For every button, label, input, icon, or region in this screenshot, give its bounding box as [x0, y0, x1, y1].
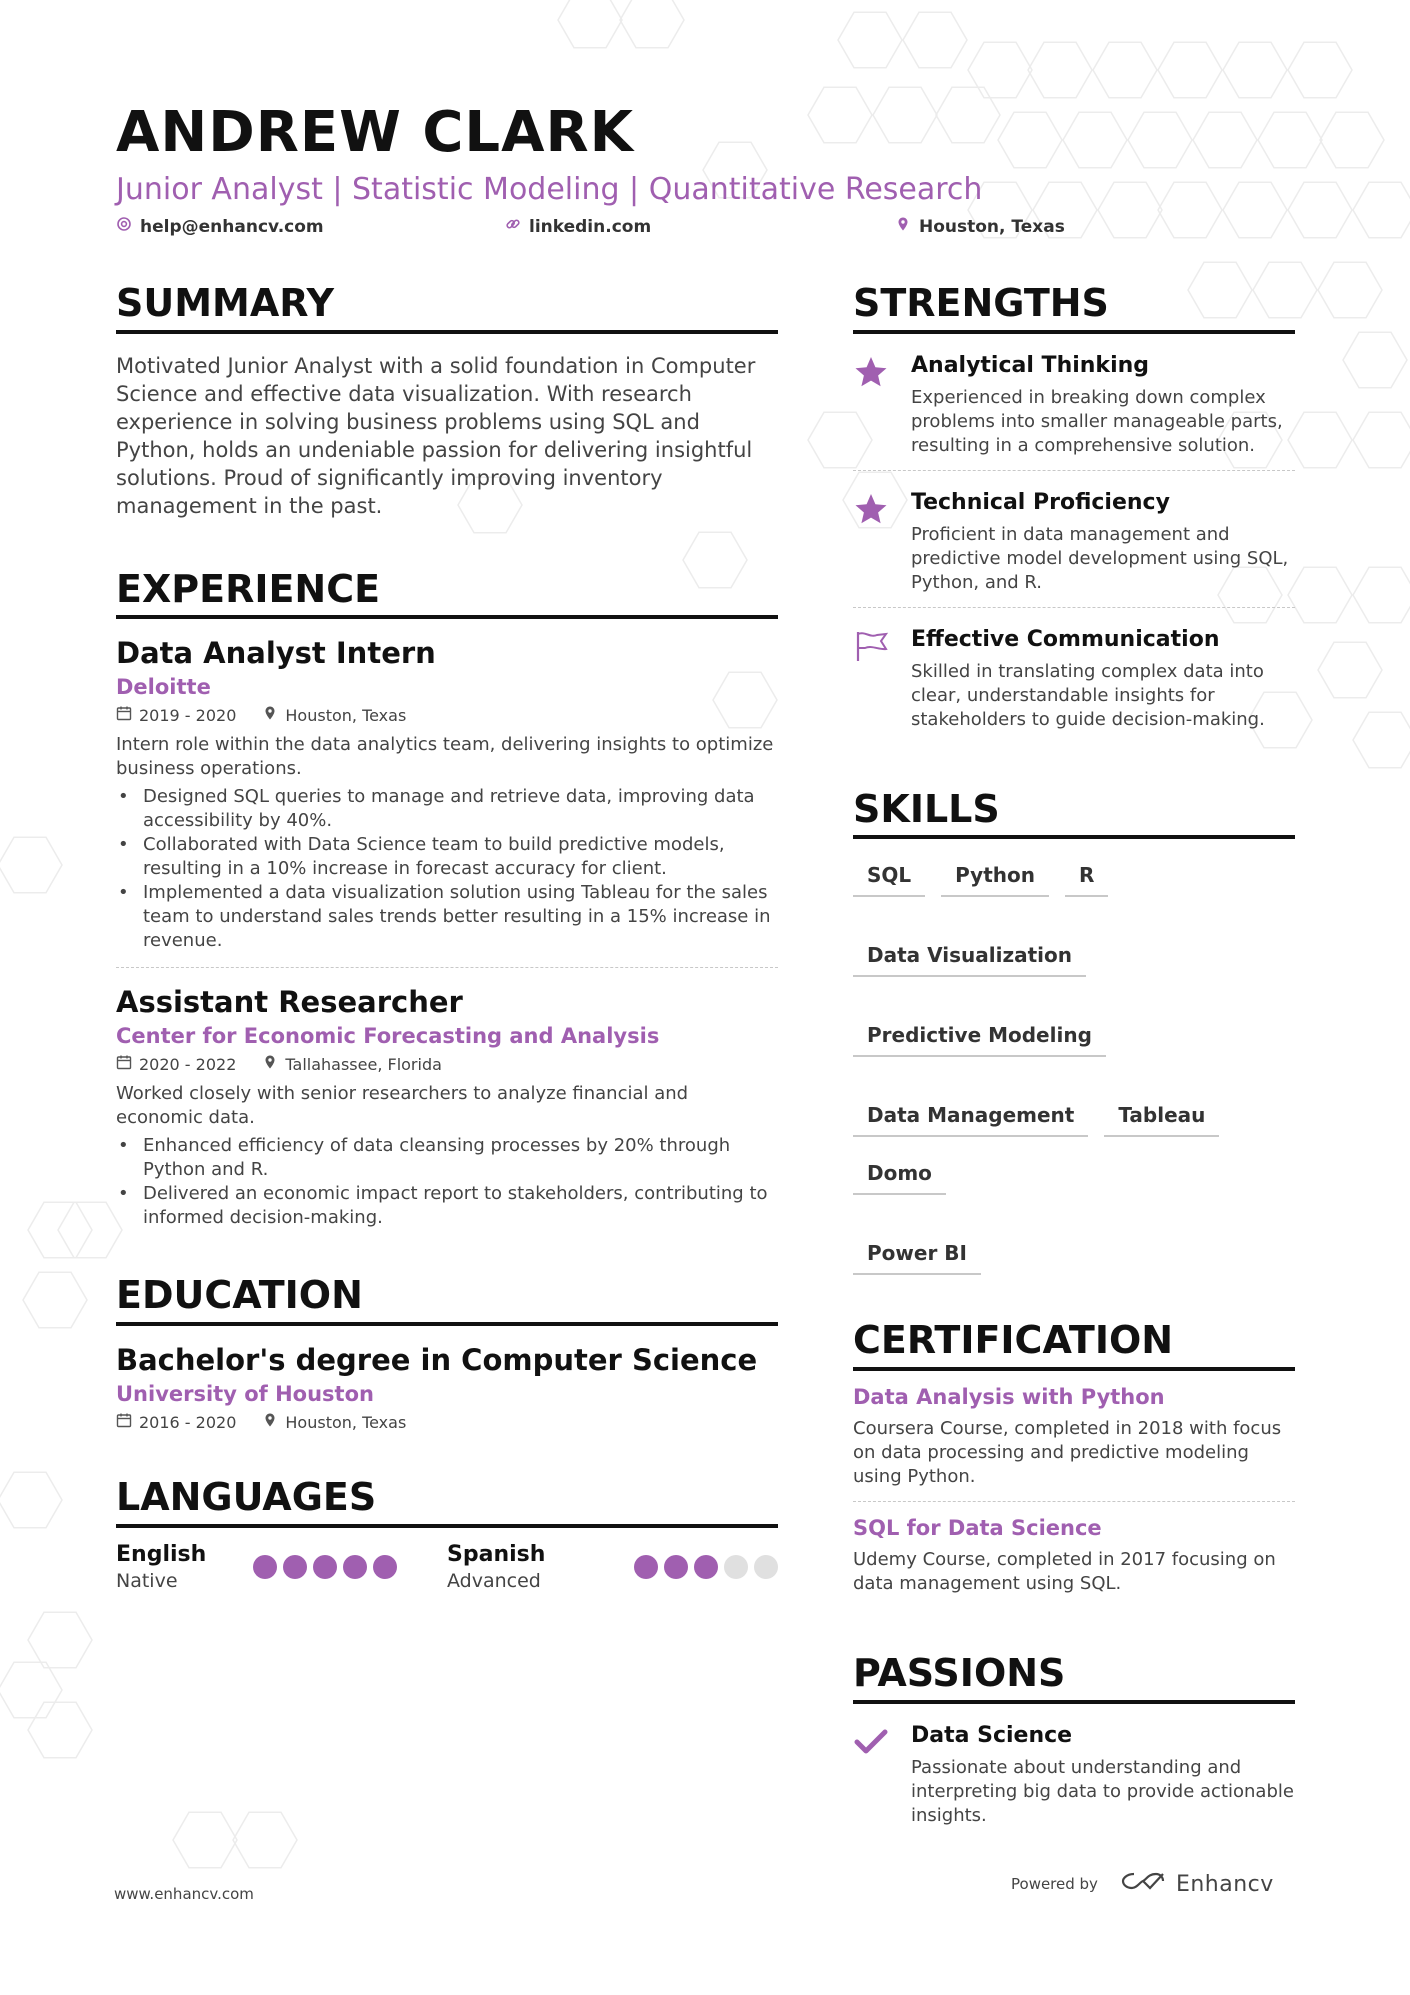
rating-dot-filled [373, 1555, 397, 1579]
skill-tag: Data Management [853, 1101, 1088, 1137]
strength-description: Proficient in data management and predictive model development using SQL, Python, and R. [911, 523, 1289, 593]
calendar-icon [116, 705, 132, 725]
bullet-item: • Collaborated with Data Science team to build predictive models, resulting in a 10% increase in forecast accuracy for client. [116, 833, 778, 881]
divider [116, 967, 778, 968]
skill-tag: SQL [853, 861, 925, 897]
strength-title: Effective Communication [911, 626, 1220, 652]
brand [1120, 1870, 1274, 1898]
strength-title: Technical Proficiency [911, 489, 1170, 515]
skill-tag: Data Visualization [853, 941, 1086, 977]
link-text: linkedin.com [529, 216, 652, 237]
job-location: Tallahassee, Florida [285, 1054, 442, 1074]
summary-text: Motivated Junior Analyst with a solid foundation in Computer Science and effective data visualization. With research experience in solving business problems using SQL and Python, holds an undeniable passion for delivering insightful solutions. Proud of significantly improving inventory management in the past. [116, 353, 756, 518]
job-dates: 2020 - 2022 [139, 1054, 237, 1074]
job-location: Houston, Texas [285, 705, 407, 725]
strength-item [853, 607, 1295, 744]
passions-heading: PASSIONS [853, 1652, 1295, 1704]
location-pin-icon [262, 1054, 278, 1074]
job-title: Data Analyst Intern [116, 636, 436, 671]
brand-name: Enhancv [1175, 1871, 1274, 1897]
language-item [116, 1542, 447, 1594]
job-title: Assistant Researcher [116, 985, 463, 1020]
rating-dot-filled [694, 1555, 718, 1579]
certification-description: Coursera Course, completed in 2018 with focus on data processing and predictive modeling using Python. [853, 1418, 1282, 1488]
skill-tag: Python [941, 861, 1049, 897]
footer-branding[interactable] [1011, 1870, 1274, 1898]
right-column [853, 282, 1295, 1840]
strength-item [853, 470, 1295, 607]
location-pin-icon [262, 1412, 278, 1432]
star-icon [853, 352, 889, 458]
rating-dot-empty [754, 1555, 778, 1579]
job-bullets [116, 1134, 778, 1230]
contact-location [895, 216, 1065, 237]
powered-by-label: Powered by [1011, 1875, 1098, 1893]
degree-title: Bachelor's degree in Computer Science [116, 1343, 758, 1378]
bullet-item: • Enhanced efficiency of data cleansing processes by 20% through Python and R. [116, 1134, 778, 1182]
rating-dot-filled [664, 1555, 688, 1579]
skill-tag: Predictive Modeling [853, 1021, 1106, 1057]
candidate-name: ANDREW CLARK [116, 100, 634, 165]
bullet-item: • Delivered an economic impact report to stakeholders, contributing to informed decision-making. [116, 1182, 778, 1230]
passion-description: Passionate about understanding and interpreting big data to provide actionable insights. [911, 1756, 1294, 1826]
language-level: Native [116, 1569, 178, 1592]
strength-description: Experienced in breaking down complex problems into smaller manageable parts, resulting in a comprehensive solution. [911, 386, 1283, 456]
rating-dot-filled [253, 1555, 277, 1579]
strength-item [853, 334, 1295, 470]
footer-website[interactable]: www.enhancv.com [114, 1885, 254, 1903]
location-pin-icon [262, 705, 278, 725]
certification-item [853, 1371, 1295, 1501]
calendar-icon [116, 1054, 132, 1074]
languages-list [116, 1542, 778, 1594]
location-pin-icon [895, 216, 911, 237]
education-location: Houston, Texas [285, 1412, 407, 1432]
skill-tag: Domo [853, 1159, 946, 1195]
skills-heading: SKILLS [853, 788, 1295, 840]
job-meta [116, 705, 778, 725]
strength-title: Analytical Thinking [911, 352, 1150, 378]
calendar-icon [116, 1412, 132, 1432]
languages-heading: LANGUAGES [116, 1476, 778, 1528]
bullet-item: • Implemented a data visualization solution using Tableau for the sales team to understand sales trends better resulting in a 15% increase in revenue. [116, 881, 778, 953]
education-heading: EDUCATION [116, 1274, 778, 1326]
certification-description: Udemy Course, completed in 2017 focusing on data management using SQL. [853, 1549, 1276, 1595]
headline: Junior Analyst | Statistic Modeling | Quantitative Research [116, 172, 983, 207]
certification-heading: CERTIFICATION [853, 1319, 1295, 1371]
language-name: Spanish [447, 1541, 546, 1567]
strength-description: Skilled in translating complex data into clear, understandable insights for stakeholders to guide decision-making. [911, 660, 1265, 730]
education-meta [116, 1412, 778, 1432]
skills-list [853, 861, 1295, 1275]
email-text: help@enhancv.com [140, 216, 324, 237]
certification-title: SQL for Data Science [853, 1516, 1102, 1541]
job-meta [116, 1054, 778, 1074]
language-name: English [116, 1541, 207, 1567]
job-entry [116, 635, 778, 953]
skill-tag: Power BI [853, 1239, 981, 1275]
strengths-heading: STRENGTHS [853, 282, 1295, 334]
job-description: Intern role within the data analytics team, delivering insights to optimize business operations. [116, 734, 774, 780]
passion-title: Data Science [911, 1722, 1073, 1748]
school-name: University of Houston [116, 1382, 374, 1407]
contact-email[interactable] [116, 216, 324, 237]
rating-dot-filled [634, 1555, 658, 1579]
rating-dot-filled [283, 1555, 307, 1579]
certification-title: Data Analysis with Python [853, 1385, 1165, 1410]
contact-link[interactable] [505, 216, 651, 237]
company-name: Center for Economic Forecasting and Analysis [116, 1024, 660, 1049]
enhancv-logo-icon [1120, 1870, 1166, 1898]
location-text: Houston, Texas [919, 216, 1065, 237]
rating-dot-filled [343, 1555, 367, 1579]
language-rating [253, 1555, 397, 1579]
flag-icon [853, 626, 889, 732]
summary-heading: SUMMARY [116, 282, 778, 334]
link-icon [505, 216, 521, 237]
job-dates: 2019 - 2020 [139, 705, 237, 725]
education-dates: 2016 - 2020 [139, 1412, 237, 1432]
experience-heading: EXPERIENCE [116, 568, 778, 620]
certification-item [853, 1501, 1295, 1608]
language-item [447, 1542, 778, 1594]
rating-dot-empty [724, 1555, 748, 1579]
job-description: Worked closely with senior researchers to analyze financial and economic data. [116, 1083, 689, 1129]
skill-tag: Tableau [1104, 1101, 1219, 1137]
at-icon [116, 216, 132, 237]
company-name: Deloitte [116, 675, 211, 700]
passion-item [853, 1704, 1295, 1840]
rating-dot-filled [313, 1555, 337, 1579]
bullet-item: • Designed SQL queries to manage and retrieve data, improving data accessibility by 40%. [116, 785, 778, 833]
star-icon [853, 489, 889, 595]
skill-tag: R [1065, 861, 1108, 897]
language-level: Advanced [447, 1569, 541, 1592]
job-entry [116, 984, 778, 1230]
language-rating [634, 1555, 778, 1579]
left-column [116, 282, 778, 1594]
job-bullets [116, 785, 778, 953]
checkmark-icon [853, 1722, 889, 1828]
